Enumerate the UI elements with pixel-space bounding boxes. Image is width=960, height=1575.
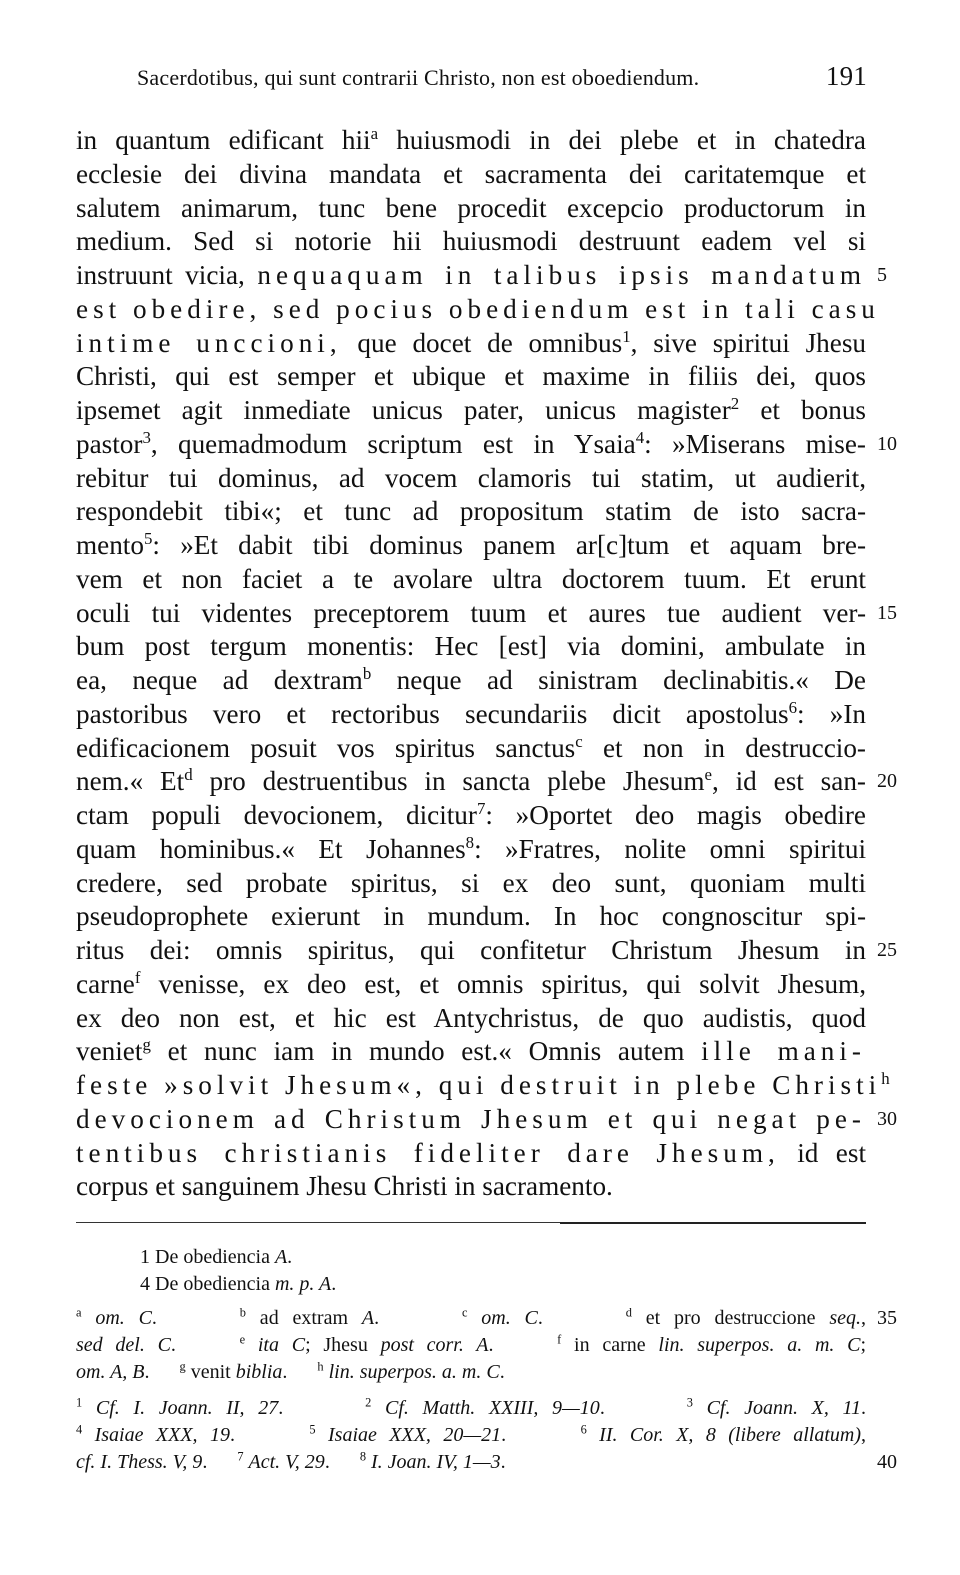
footnote-line: sed del. C. $^e$ ita C; Jhesu post corr. A. $^f$ in carne lin. superpos. a. m. C; — [76, 1332, 867, 1356]
text-line: ecclesie dei divina mandata et sacramenta dei caritatemque et — [76, 158, 866, 189]
text-line: instruunt vicia, nequaquam in talibus ipsis mandatum — [76, 260, 866, 290]
text-line: ex deo non est, et hic est Antychristus, de quo audistis, quod — [76, 1002, 866, 1033]
text-line: Christi, qui est semper et ubique et maxime in filiis dei, quos — [76, 361, 866, 392]
footnote-line: 4 De obediencia m. p. A. — [140, 1273, 337, 1295]
text-line: edificacionem posuit vos spiritus sanctus$^c$ et non in destruccio- — [76, 731, 866, 763]
text-line: rebitur tui dominus, ad vocem clamoris tui statim, ut audierit, — [76, 462, 866, 493]
margin-line-number: 15 — [877, 601, 897, 624]
footnote-divider-accent — [560, 1222, 866, 1224]
text-line: pastor$^3$, quemadmodum scriptum est in Ysaia$^4$: »Miserans mise- — [76, 427, 866, 459]
text-line: veniet$^g$ et nunc iam in mundo est.« Omnis autem ille mani- — [76, 1035, 866, 1067]
footnote-line: cf. I. Thess. V, 9. $^7$ Act. V, 29. $^8$ I. Joan. IV, 1—3. — [76, 1449, 506, 1473]
margin-line-number: 40 — [877, 1451, 897, 1473]
text-line: respondebit tibi«; et tunc ad propositum statim de isto sacra- — [76, 496, 866, 527]
text-line: pastoribus vero et rectoribus secundariis dicit apostolus$^6$: »In — [76, 697, 866, 729]
text-line: ctam populi devocionem, dicitur$^7$: »Oportet deo magis obedire — [76, 798, 866, 830]
footnote-line: $^4$ Isaiae XXX, 19. $^5$ Isaiae XXX, 20—21. $^6$ II. Cor. X, 8 (libere allatum), — [76, 1422, 866, 1446]
text-line: bum post tergum monentis: Hec [est] via domini, ambulate in — [76, 631, 866, 662]
text-line: devocionem ad Christum Jhesum et qui negat pe- — [76, 1103, 866, 1134]
text-line: pseudoprophete exierunt in mundum. In hoc congnoscitur spi- — [76, 901, 866, 932]
text-line: feste »solvit Jhesum«, qui destruit in plebe Christi$^h$ — [76, 1068, 895, 1100]
margin-line-number: 30 — [877, 1107, 897, 1130]
text-line: oculi tui videntes preceptorem tuum et aures tue audient ver- — [76, 597, 866, 628]
text-line: quam hominibus.« Et Johannes$^8$: »Fratres, nolite omni spiritui — [76, 832, 866, 864]
footnote-line: $^a$ om. C. $^b$ ad extram A. $^c$ om. C. $^d$ et pro destruccione seq., — [76, 1305, 867, 1329]
text-line: salutem animarum, tunc bene procedit excepcio productorum in — [76, 192, 866, 223]
text-line: ea, neque ad dextram$^b$ neque ad sinistram declinabitis.« De — [76, 663, 866, 695]
running-head — [137, 60, 867, 96]
text-line: corpus et sanguinem Jhesu Christi in sacramento. — [76, 1171, 613, 1202]
footnote-line: 1 De obediencia A. — [140, 1246, 293, 1268]
text-line: in quantum edificant hii$^a$ huiusmodi in dei plebe et in chatedra — [76, 123, 866, 155]
margin-line-number: 20 — [877, 770, 897, 793]
margin-line-number: 10 — [877, 432, 897, 455]
text-line: intime unccioni, que docet de omnibus$^1$, sive spiritui Jhesu — [76, 326, 866, 358]
margin-line-number: 25 — [877, 939, 897, 961]
footnote-line: $^1$ Cf. I. Joann. II, 27. $^2$ Cf. Matth. XXIII, 9—10. $^3$ Cf. Joann. X, 11. — [76, 1395, 867, 1419]
page-number: 191 — [825, 61, 867, 91]
text-line: tentibus christianis fideliter dare Jhesum, id est — [76, 1137, 866, 1168]
text-line: carne$^f$ venisse, ex deo est, et omnis spiritus, qui solvit Jhesum, — [76, 967, 866, 999]
running-title: Sacerdotibus, qui sunt contrarii Christo, non est oboediendum. — [137, 65, 700, 90]
text-line: est obedire, sed pocius obediendum est in tali casu — [76, 293, 880, 324]
text-line: ritus dei: omnis spiritus, qui confitetur Christum Jhesum in — [76, 935, 866, 965]
text-line: vem et non faciet a te avolare ultra doctorem tuum. Et erunt — [76, 563, 866, 594]
text-line: nem.« Et$^d$ pro destruentibus in sancta plebe Jhesum$^e$, id est san- — [76, 765, 866, 797]
text-line: credere, sed probate spiritus, si ex deo sunt, quoniam multi — [76, 867, 866, 898]
text-line: mento$^5$: »Et dabit tibi dominus panem ar[c]tum et aquam bre- — [76, 528, 866, 560]
margin-line-number: 35 — [877, 1307, 897, 1329]
text-line: medium. Sed si notorie hii huiusmodi destruunt eadem vel si — [76, 226, 866, 257]
margin-line-number: 5 — [877, 264, 887, 286]
text-line: ipsemet agit inmediate unicus pater, unicus magister$^2$ et bonus — [76, 393, 867, 425]
footnote-line: om. A, B. $^g$ venit biblia. $^h$ lin. superpos. a. m. C. — [76, 1359, 505, 1383]
